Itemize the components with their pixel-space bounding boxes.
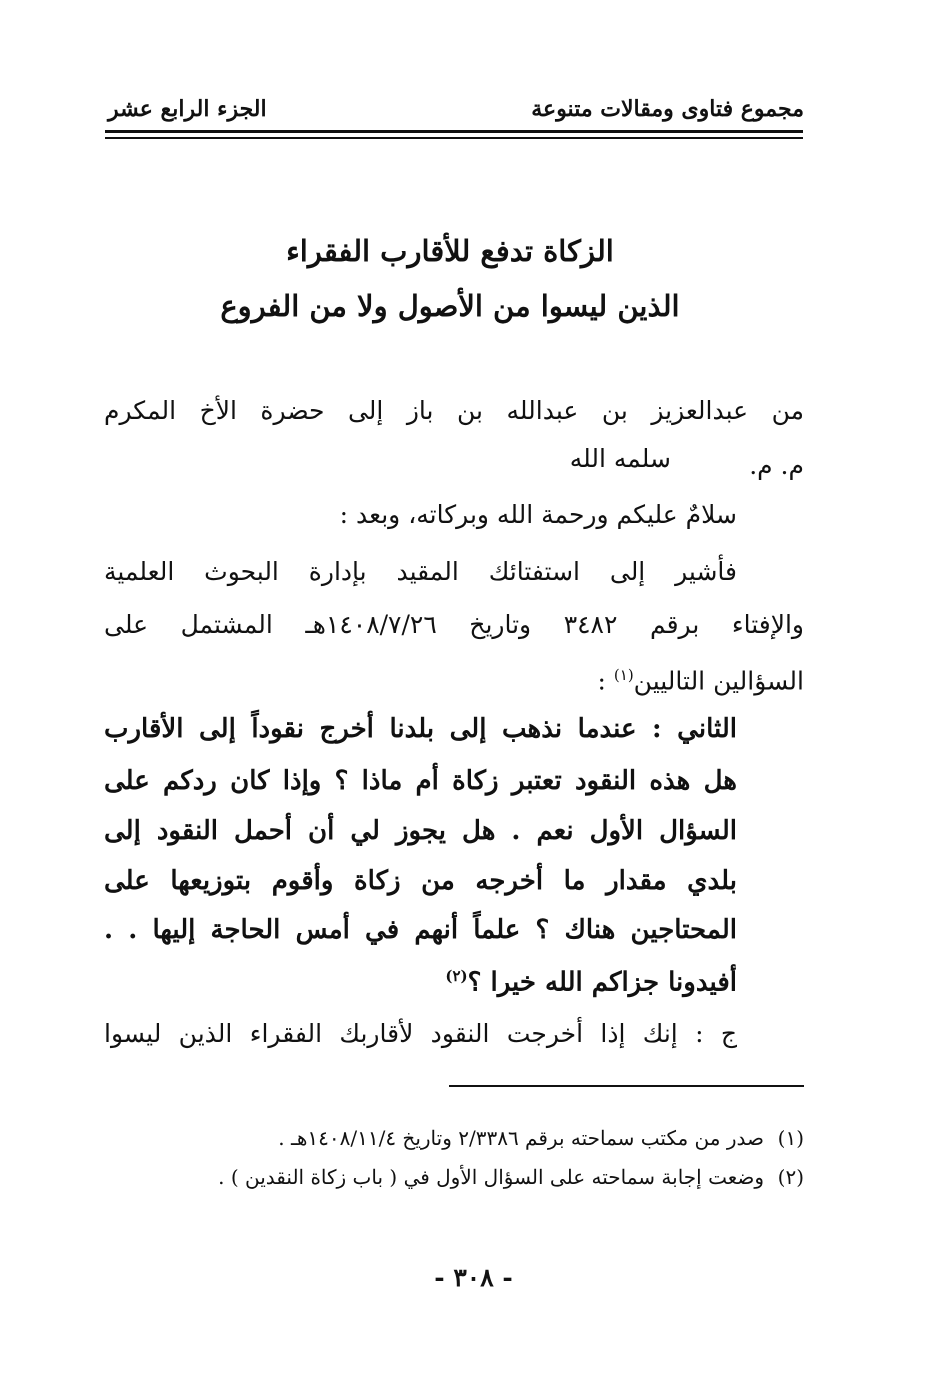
- recipient-initials: م. م.: [749, 451, 804, 480]
- footnote-2-number: (٢): [777, 1165, 804, 1189]
- question-line-2: هل هذه النقود تعتبر زكاة أم ماذا ؟ وإذا كان ردكم على: [104, 766, 737, 796]
- footnote-2-text: وضعت إجابة سماحته على السؤال الأول في ( باب زكاة النقدين ) .: [218, 1165, 764, 1189]
- footnote-ref-2: (٢): [445, 967, 468, 985]
- page-number: - ٣٠٨ -: [434, 1263, 513, 1292]
- running-header-volume: الجزء الرابع عشر: [108, 96, 267, 122]
- footnote-separator: [449, 1085, 804, 1087]
- fatwa-title: [150, 224, 750, 334]
- paragraph-line-3-colon: :: [597, 666, 606, 696]
- opening-line: من عبدالعزيز بن عبدالله بن باز إلى حضرة الأخ المكرم: [104, 396, 804, 425]
- footnote-1: [278, 1124, 804, 1152]
- footnote-1-number: (١): [777, 1126, 804, 1150]
- recipient-blessing: سلمه الله: [569, 444, 671, 473]
- question-line-4: بلدي مقدار ما أخرجه من زكاة وأقوم بتوزيعها على: [104, 866, 737, 896]
- running-header-book-title: مجموع فتاوى ومقالات متنوعة: [531, 96, 804, 122]
- fatwa-title-line-1: الزكاة تدفع للأقارب الفقراء: [286, 234, 614, 268]
- paragraph-line-2: والإفتاء برقم ٣٤٨٢ وتاريخ ١٤٠٨/٧/٢٦هـ المشتمل على: [104, 610, 804, 639]
- header-rule-thick: [105, 130, 803, 133]
- question-end-text: أفيدونا جزاكم الله خيرا ؟: [467, 967, 737, 998]
- footnote-2: [218, 1163, 804, 1191]
- paragraph-line-3-text: السؤالين التاليين: [633, 666, 804, 696]
- fatwa-title-line-2: الذين ليسوا من الأصول ولا من الفروع: [220, 289, 680, 323]
- question-end-line: [445, 957, 737, 1002]
- question-line-3: السؤال الأول نعم . هل يجوز لي أن أحمل النقود إلى: [104, 816, 737, 846]
- greeting: سلامٌ عليكم ورحمة الله وبركاته، وبعد :: [339, 500, 737, 529]
- footnote-ref-1: (١): [613, 666, 634, 684]
- header-rule-thin: [105, 137, 803, 139]
- paragraph-line-3: [598, 656, 805, 700]
- answer-line: ج : إنك إذا أخرجت النقود لأقاربك الفقراء الذين ليسوا: [104, 1019, 737, 1048]
- question-line-5: المحتاجين هناك ؟ علماً أنهم في أمس الحاجة إليها . .: [104, 915, 737, 945]
- question-line-1: الثاني : عندما نذهب إلى بلدنا أخرج نقوداً إلى الأقارب: [104, 714, 737, 744]
- footnote-1-text: صدر من مكتب سماحته برقم ٢/٣٣٨٦ وتاريخ ١٤٠٨/١١/٤هـ .: [278, 1126, 764, 1150]
- paragraph-line-1: فأشير إلى استفتائك المقيد بإدارة البحوث العلمية: [104, 557, 737, 586]
